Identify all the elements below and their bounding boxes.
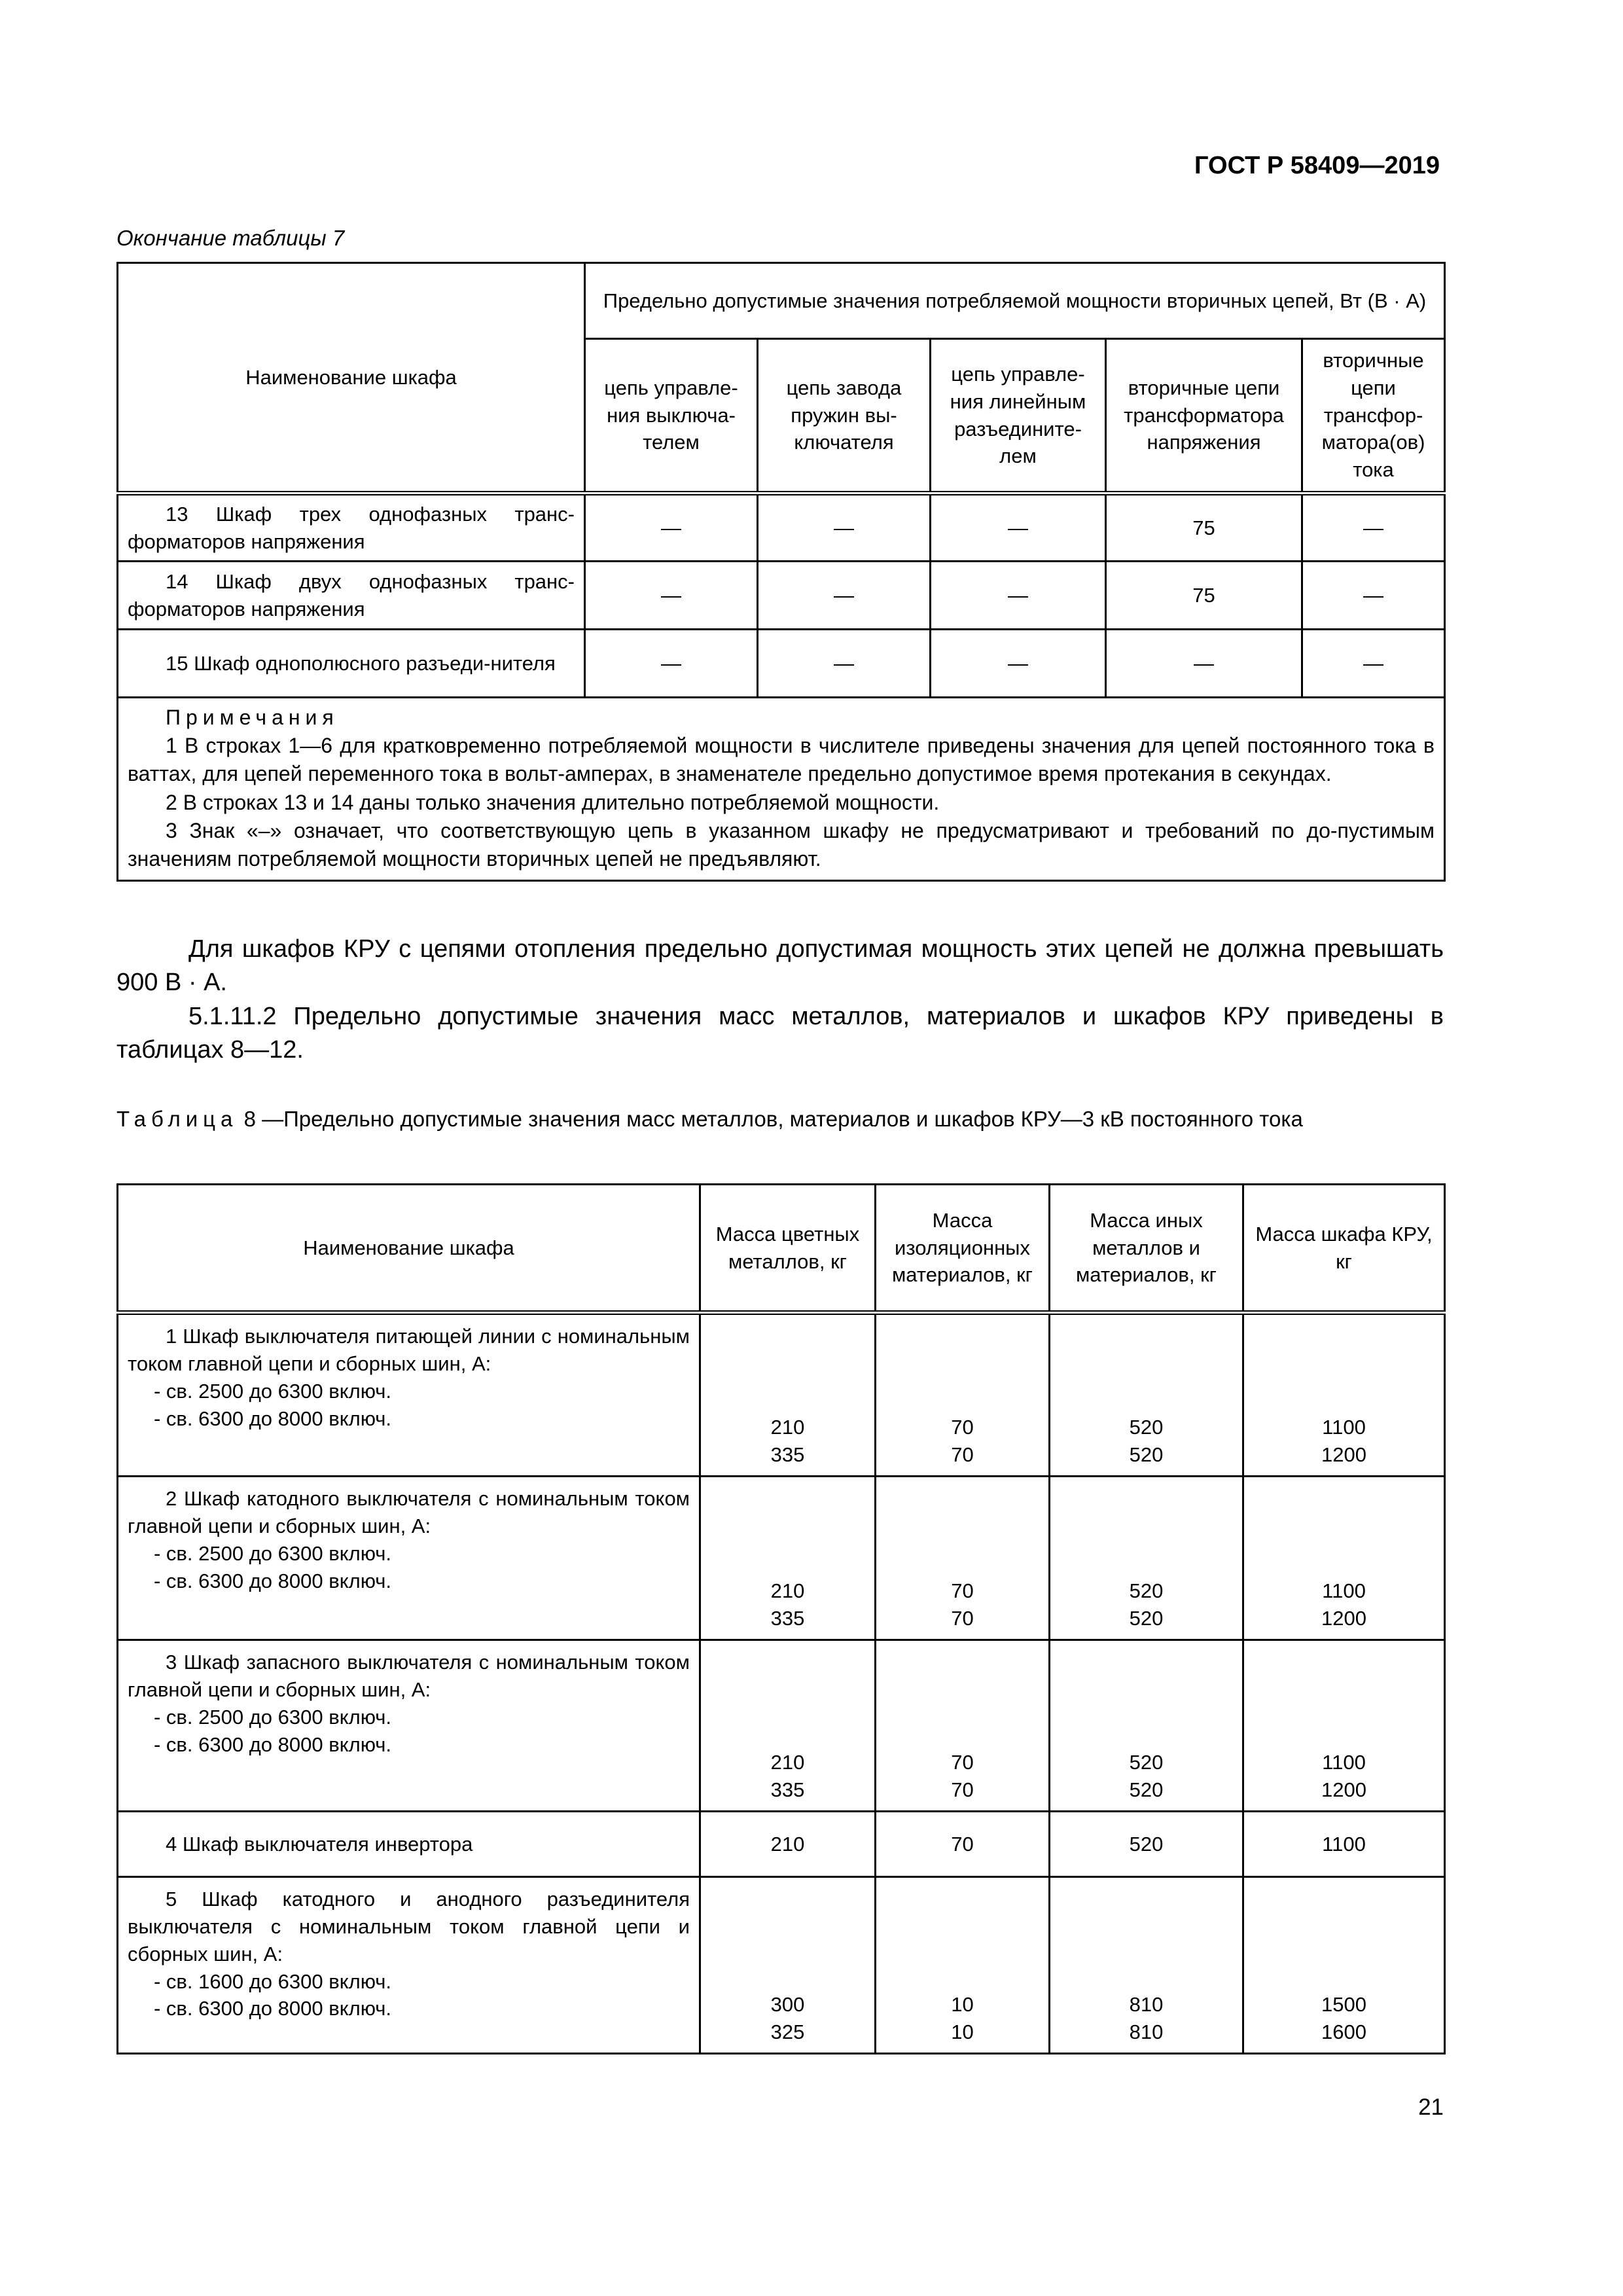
- table-cell: 1100 1200: [1243, 1313, 1445, 1477]
- table-cell: —: [1302, 630, 1445, 698]
- table8-header: Масса изоляционных материалов, кг: [876, 1185, 1050, 1313]
- table-row: [118, 562, 1445, 630]
- table7-subheader: цепь завода пружин вы-ключателя: [758, 339, 931, 493]
- table-cell: —: [758, 493, 931, 562]
- table-cell: 1100: [1243, 1812, 1445, 1877]
- table7-subheader: цепь управле-ния линейным разъедините-лем: [931, 339, 1106, 493]
- body-paragraphs: [116, 933, 1444, 1067]
- table-row: [118, 1313, 1445, 1477]
- table-cell: —: [1302, 562, 1445, 630]
- table7-subheader: цепь управле-ния выключа-телем: [585, 339, 758, 493]
- row-name: 4 Шкаф выключателя инвертора: [118, 1812, 700, 1877]
- table-cell: 10 10: [876, 1877, 1050, 2054]
- table-cell: —: [585, 493, 758, 562]
- table-8: [116, 1183, 1446, 2054]
- table-cell: —: [585, 562, 758, 630]
- row-name: 2 Шкаф катодного выключателя с номинальным током главной цепи и сборных шин, А: - св. 2500 до 6300 включ. - св. 6300 до 8000 включ.: [118, 1477, 700, 1640]
- table7-col-name-header: Наименование шкафа: [118, 263, 585, 493]
- row-name: 13 Шкаф трех однофазных транс-форматоров напряжения: [118, 493, 585, 562]
- notes-title: Примечания: [166, 706, 339, 729]
- notes-row: [118, 698, 1445, 881]
- note-item: 3 Знак «–» означает, что соответствующую цепь в указанном шкафу не предусматривают и требований по до-пустимым значениям потребляемой мощности вторичных цепей не предъявляют.: [128, 818, 1435, 870]
- table-row: [118, 630, 1445, 698]
- table7-subheader: вторичные цепи трансформатора напряжения: [1106, 339, 1302, 493]
- table-cell: 810 810: [1050, 1877, 1243, 2054]
- table-cell: —: [758, 630, 931, 698]
- table8-header: Наименование шкафа: [118, 1185, 700, 1313]
- table-cell: —: [931, 562, 1106, 630]
- table-cell: —: [931, 493, 1106, 562]
- table-cell: 70: [876, 1812, 1050, 1877]
- table-cell: 520 520: [1050, 1640, 1243, 1812]
- page-number: 21: [1418, 2094, 1444, 2120]
- table-cell: 210: [700, 1812, 876, 1877]
- paragraph-heating: Для шкафов КРУ с цепями отопления предельно допустимая мощность этих цепей не должна превышать 900 В · А.: [116, 935, 1444, 997]
- table-cell: —: [931, 630, 1106, 698]
- table8-header: Масса шкафа КРУ, кг: [1243, 1185, 1445, 1313]
- table-row: [118, 1640, 1445, 1812]
- table8-header: Масса иных металлов и материалов, кг: [1050, 1185, 1243, 1313]
- row-name: 14 Шкаф двух однофазных транс-форматоров напряжения: [118, 562, 585, 630]
- table-row: [118, 1812, 1445, 1877]
- table-cell: 300 325: [700, 1877, 876, 2054]
- table-cell: 210 335: [700, 1313, 876, 1477]
- table-cell: 70 70: [876, 1313, 1050, 1477]
- table-cell: —: [1302, 493, 1445, 562]
- table7-group-header: Предельно допустимые значения потребляемой мощности вторичных цепей, Вт (В · А): [585, 263, 1445, 339]
- table-cell: 210 335: [700, 1640, 876, 1812]
- table8-caption-label: Таблица: [116, 1107, 238, 1131]
- table-cell: 75: [1106, 562, 1302, 630]
- table8-header: Масса цветных металлов, кг: [700, 1185, 876, 1313]
- table-cell: 1100 1200: [1243, 1477, 1445, 1640]
- table-row: [118, 493, 1445, 562]
- table-cell: 70 70: [876, 1477, 1050, 1640]
- table-cell: —: [758, 562, 931, 630]
- table8-caption: [116, 1105, 1444, 1134]
- table-cell: —: [1106, 630, 1302, 698]
- table-cell: 1500 1600: [1243, 1877, 1445, 2054]
- table8-caption-text: 8 —Предельно допустимые значения масс металлов, материалов и шкафов КРУ—3 кВ постоянного тока: [243, 1107, 1303, 1131]
- table7-subheader: вторичные цепи трансфор-матора(ов) тока: [1302, 339, 1445, 493]
- row-name: 15 Шкаф однополюсного разъеди-нителя: [118, 630, 585, 698]
- table-cell: 75: [1106, 493, 1302, 562]
- row-name: 5 Шкаф катодного и анодного разъединителя выключателя с номинальным током главной цепи и сборных шин, А: - св. 1600 до 6300 включ. - св. 6300 до 8000 включ.: [118, 1877, 700, 2054]
- note-item: 1 В строках 1—6 для кратковременно потребляемой мощности в числителе приведены значения для цепей постоянного тока в ваттах, для цепей переменного тока в вольт-амперах, в знаменателе предельно допустимое время протекания в секундах.: [128, 734, 1435, 786]
- table-cell: 1100 1200: [1243, 1640, 1445, 1812]
- table-row: [118, 1477, 1445, 1640]
- row-name: 1 Шкаф выключателя питающей линии с номинальным током главной цепи и сборных шин, А: - св. 2500 до 6300 включ. - св. 6300 до 8000 включ.: [118, 1313, 700, 1477]
- table-row: [118, 1877, 1445, 2054]
- table-cell: 70 70: [876, 1640, 1050, 1812]
- note-item: 2 В строках 13 и 14 даны только значения длительно потребляемой мощности.: [166, 790, 940, 814]
- paragraph-5-1-11-2: 5.1.11.2 Предельно допустимые значения масс металлов, материалов и шкафов КРУ приведены в таблицах 8—12.: [116, 1002, 1444, 1064]
- table-cell: 210 335: [700, 1477, 876, 1640]
- table-cell: 520 520: [1050, 1477, 1243, 1640]
- row-name: 3 Шкаф запасного выключателя с номинальным током главной цепи и сборных шин, А: - св. 2500 до 6300 включ. - св. 6300 до 8000 включ.: [118, 1640, 700, 1812]
- table-cell: —: [585, 630, 758, 698]
- notes-block: [118, 698, 1445, 881]
- table-cell: 520: [1050, 1812, 1243, 1877]
- table-7: [116, 262, 1446, 882]
- table7-continuation-caption: Окончание таблицы 7: [116, 226, 345, 250]
- table-cell: 520 520: [1050, 1313, 1243, 1477]
- document-code: ГОСТ Р 58409—2019: [1194, 152, 1440, 179]
